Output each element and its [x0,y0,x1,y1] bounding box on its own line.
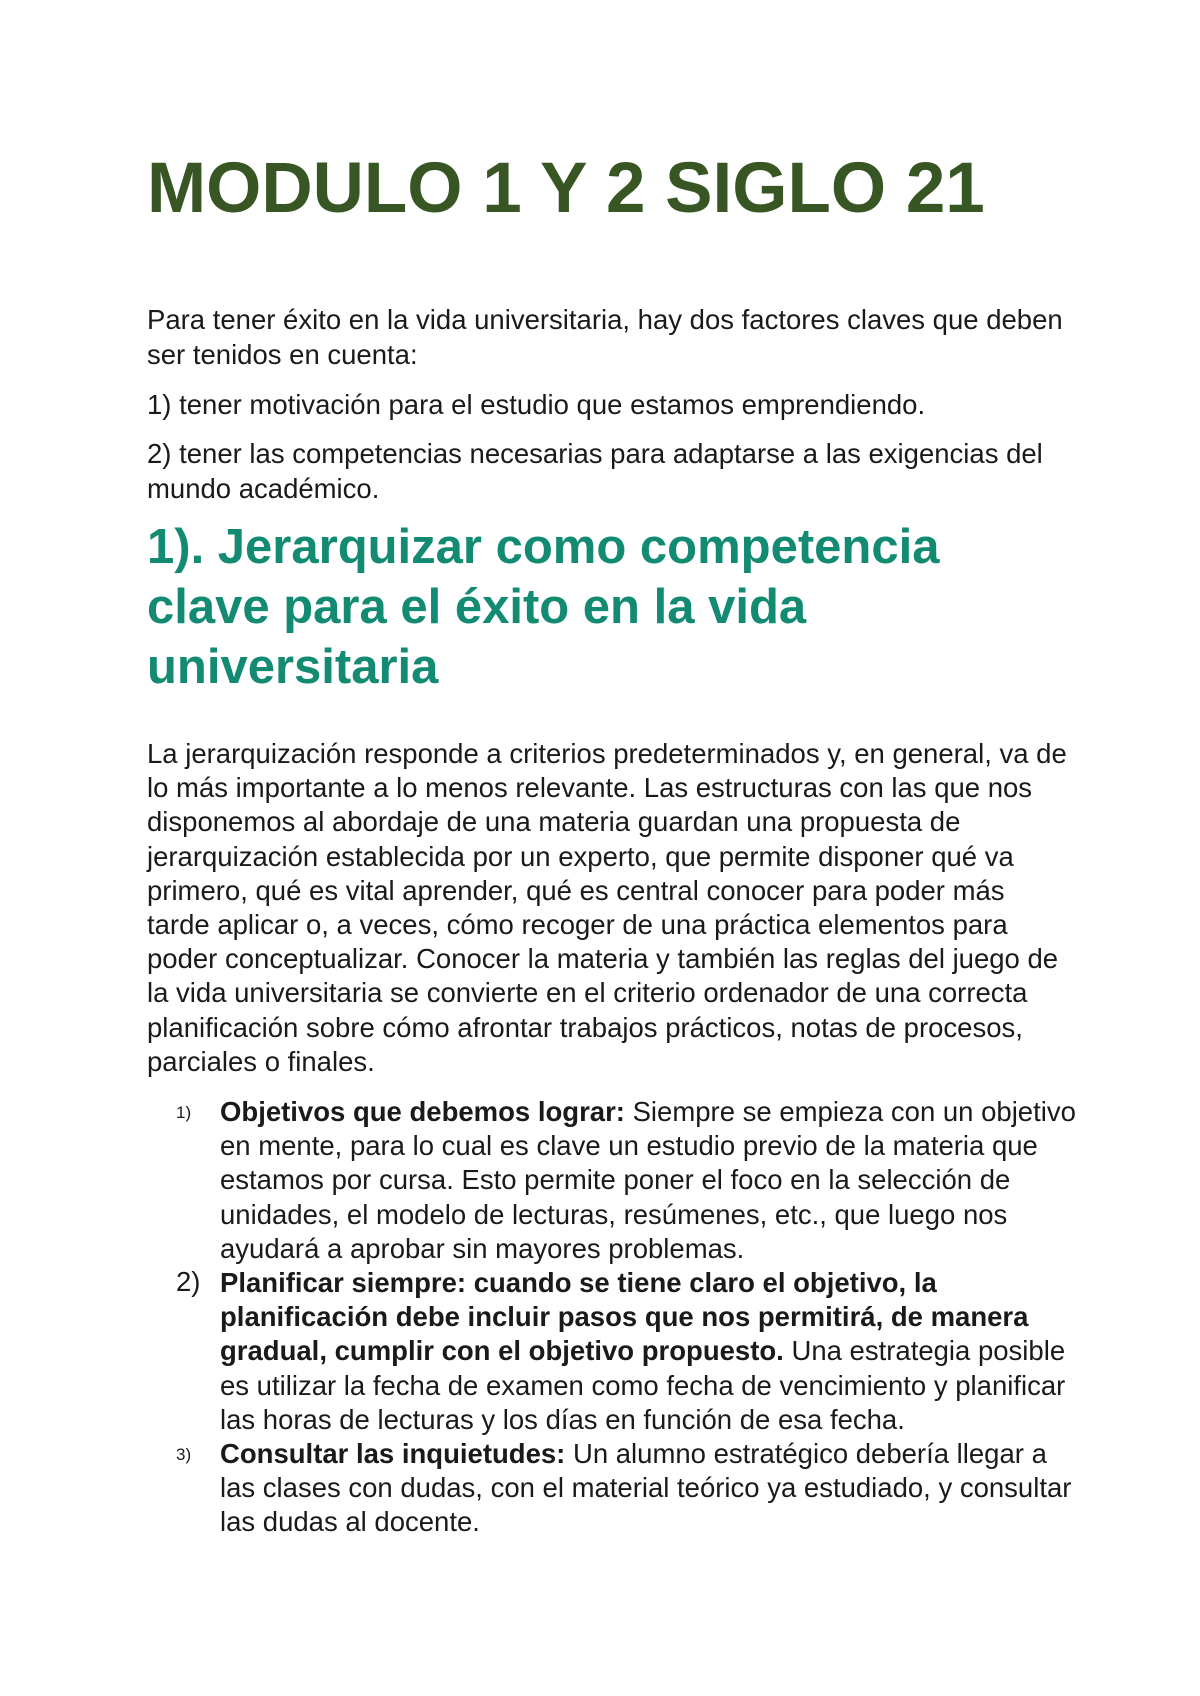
section-paragraph: La jerarquización responde a criterios predeterminados y, en general, va de lo más importante a lo menos relevante. Las estructuras con las que nos disponemos al abordaje de una materia guardan una propuesta de jerarquización establecida por un experto, que permite disponer qué va primero, qué es vital aprender, qué es central conocer para poder más tarde aplicar o, a veces, cómo recoger de una práctica elementos para poder conceptualizar. Conocer la materia y también las reglas del juego de la vida universitaria se convierte en el criterio ordenador de una correcta planificación sobre cómo afrontar trabajos prácticos, notas de procesos, parciales o finales. [147,738,1067,1077]
list-item-1 [220,1095,1080,1266]
list-item-2-text: Una estrategia posible es utilizar la fecha de examen como fecha de vencimiento y planificar las horas de lecturas y los días en función de esa fecha. [220,1335,1066,1435]
list-item-3-text: Un alumno estratégico debería llegar a las clases con dudas, con el material teórico ya estudiado, y consultar las dudas al docente. [220,1438,1072,1538]
document-title: MODULO 1 Y 2 SIGLO 21 [147,149,985,228]
list-item-3 [220,1437,1080,1540]
factor-item-2: 2) tener las competencias necesarias para adaptarse a las exigencias del mundo académico. [147,438,1043,504]
intro-paragraph: Para tener éxito en la vida universitaria, hay dos factores claves que deben ser tenidos en cuenta: [147,304,1063,370]
list-number-2: 2) [176,1266,201,1297]
section-heading: 1). Jerarquizar como competencia clave para el éxito en la vida universitaria [147,520,940,694]
list-item-1-bold: Objetivos que debemos lograr: [220,1096,625,1127]
list-item-2 [220,1266,1080,1437]
list-item-2-bold: Planificar siempre: cuando se tiene claro el objetivo, la planificación debe incluir pasos que nos permitirá, de manera gradual, cumplir con el objetivo propuesto. [220,1267,1029,1367]
list-number-1: 1) [176,1103,192,1122]
list-number-3: 3) [176,1445,192,1464]
factor-item-1: 1) tener motivación para el estudio que estamos emprendiendo. [147,389,926,420]
list-item-3-bold: Consultar las inquietudes: [220,1438,566,1469]
list-item-1-text: Siempre se empieza con un objetivo en mente, para lo cual es clave un estudio previo de la materia que estamos por cursa. Esto permite poner el foco en la selección de unidades, el modelo de lecturas, resúmenes, etc., que luego nos ayudará a aprobar sin mayores problemas. [220,1096,1076,1264]
